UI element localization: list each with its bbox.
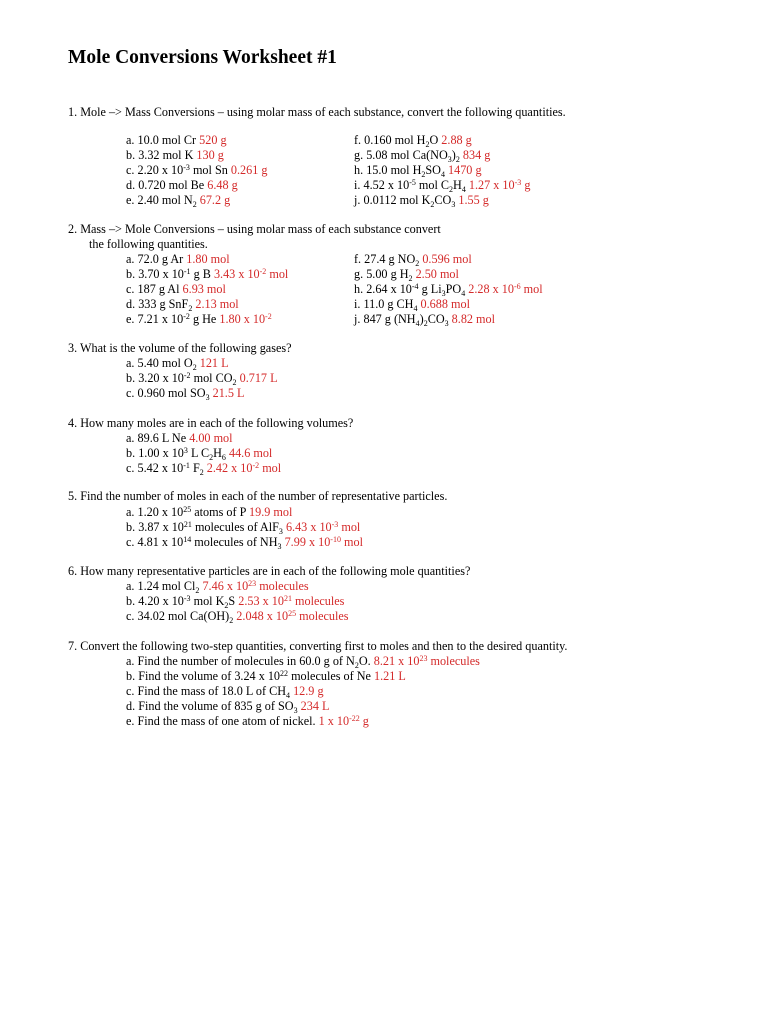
question-1-heading: 1. Mole –> Mass Conversions – using molar mass of each substance, convert the following quantities. <box>68 105 566 119</box>
q1-item-b: b. 3.32 mol K 130 g <box>126 148 224 162</box>
page-title: Mole Conversions Worksheet #1 <box>68 47 337 68</box>
question-7-heading: 7. Convert the following two-step quantities, converting first to moles and then to the desired quantity. <box>68 639 568 653</box>
q1-item-a: a. 10.0 mol Cr 520 g <box>126 133 227 147</box>
q2-item-b: b. 3.70 x $10^{-1}$ g B 3.43 x $10^{-2}$ mol <box>126 266 289 281</box>
q7-item-d: d. Find the volume of 835 g of $SO_3$ 234 L <box>126 699 330 715</box>
q2-item-a: a. 72.0 g Ar 1.80 mol <box>126 252 230 266</box>
q1-item-j: j. 0.0112 mol $K_2CO_3$ 1.55 g <box>354 193 489 209</box>
q1-item-g: g. 5.08 mol $Ca(NO_3)_2$ 834 g <box>354 148 491 164</box>
q7-item-a: a. Find the number of molecules in 60.0 g of $N_2O$. 8.21 x $10^{23}$ molecules <box>126 653 480 670</box>
question-2-heading-cont: the following quantities. <box>89 237 208 251</box>
q4-item-a: a. 89.6 L Ne 4.00 mol <box>126 431 233 445</box>
q2-item-j: j. 847 g $(NH_4)_2CO_3$ 8.82 mol <box>354 312 496 328</box>
q5-item-b: b. 3.87 x $10^{21}$ molecules of AlF$_3$ 6.43 x $10^{-3}$ mol <box>126 519 361 536</box>
question-3-heading: 3. What is the volume of the following gases? <box>68 341 292 355</box>
q5-item-a: a. 1.20 x $10^{25}$ atoms of P 19.9 mol <box>126 504 293 519</box>
q7-item-b: b. Find the volume of 3.24 x $10^{22}$ molecules of Ne 1.21 L <box>126 668 406 683</box>
q3-item-b: b. 3.20 x $10^{-2}$ mol $CO_2$ 0.717 L <box>126 370 278 387</box>
q1-item-h: h. 15.0 mol $H_2SO_4$ 1470 g <box>354 163 482 179</box>
question-4-heading: 4. How many moles are in each of the following volumes? <box>68 416 354 430</box>
q1-item-c: c. 2.20 x $10^{-3}$ mol Sn 0.261 g <box>126 162 268 177</box>
q2-item-d: d. 333 g SnF$_2$ 2.13 mol <box>126 297 239 313</box>
q4-item-b: b. 1.00 x $10^3$ L $C_2H_6$ 44.6 mol <box>126 445 273 462</box>
q1-item-d: d. 0.720 mol Be 6.48 g <box>126 178 238 192</box>
q4-item-c: c. 5.42 x $10^{-1}$ $F_2$ 2.42 x $10^{-2}$ mol <box>126 460 282 477</box>
q2-item-i: i. 11.0 g $CH_4$ 0.688 mol <box>354 297 470 313</box>
q2-item-g: g. 5.00 g $H_2$ 2.50 mol <box>354 267 459 283</box>
q3-item-a: a. 5.40 mol $O_2$ 121 L <box>126 356 229 372</box>
q2-item-h: h. 2.64 x $10^{-4}$ g $Li_3PO_4$ 2.28 x $10^{-6}$ mol <box>354 281 543 298</box>
q2-item-f: f. 27.4 g $NO_2$ 0.596 mol <box>354 252 472 268</box>
question-2-heading: 2. Mass –> Mole Conversions – using molar mass of each substance convert <box>68 222 441 236</box>
q1-item-e: e. 2.40 mol $N_2$ 67.2 g <box>126 193 231 209</box>
q5-item-c: c. 4.81 x $10^{14}$ molecules of $NH_3$ 7.99 x $10^{-10}$ mol <box>126 534 363 551</box>
q1-item-i: i. 4.52 x $10^{-5}$ mol $C_2H_4$ 1.27 x $10^{-3}$ g <box>354 177 531 194</box>
q6-item-c: c. 34.02 mol $Ca(OH)_2$ 2.048 x $10^{25}$ molecules <box>126 608 349 625</box>
question-6-heading: 6. How many representative particles are in each of the following mole quantities? <box>68 564 471 578</box>
q2-item-e: e. 7.21 x $10^{-2}$ g He 1.80 x $10^{-2}$ <box>126 311 272 326</box>
q6-item-b: b. 4.20 x $10^{-3}$ mol $K_2S$ 2.53 x $10^{21}$ molecules <box>126 593 345 610</box>
q6-item-a: a. 1.24 mol $Cl_2$ 7.46 x $10^{23}$ molecules <box>126 578 309 595</box>
q2-item-c: c. 187 g Al 6.93 mol <box>126 282 226 296</box>
q3-item-c: c. 0.960 mol $SO_3$ 21.5 L <box>126 386 245 402</box>
question-5-heading: 5. Find the number of moles in each of the number of representative particles. <box>68 489 448 503</box>
q7-item-c: c. Find the mass of 18.0 L of $CH_4$ 12.9 g <box>126 684 324 700</box>
q7-item-e: e. Find the mass of one atom of nickel. 1 x $10^{-22}$ g <box>126 713 369 728</box>
q1-item-f: f. 0.160 mol $H_2O$ 2.88 g <box>354 133 472 149</box>
